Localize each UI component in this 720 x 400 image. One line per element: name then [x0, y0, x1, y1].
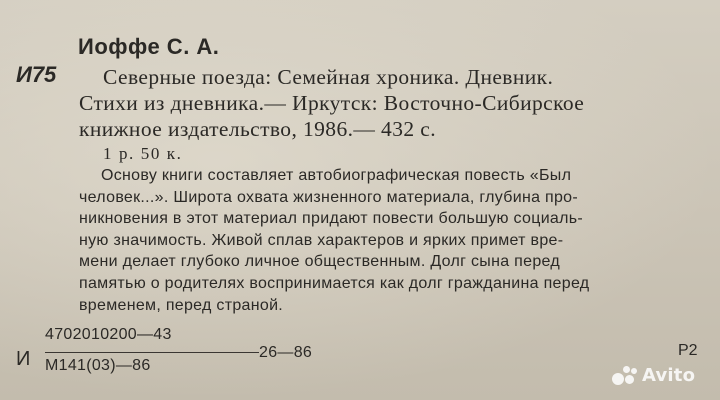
annotation-line: ную значимость. Живой сплав характеров и ярких примет вре- — [79, 231, 564, 249]
fraction-rule — [45, 352, 259, 353]
classification-letter: И — [16, 348, 31, 370]
biblio-line: книжное издательство, 1986.— 432 с. — [79, 117, 436, 141]
avito-watermark — [612, 364, 695, 386]
annotation-line: никновения в этот материал придают повести большую социаль- — [79, 210, 584, 228]
region-code: Р2 — [678, 342, 698, 359]
annotation-line: человек...». Широта охвата жизненного материала, глубина про- — [79, 188, 579, 206]
bibliographic-description — [79, 64, 719, 142]
annotation — [79, 165, 709, 316]
author-name: Иоффе С. А. — [78, 34, 220, 59]
annotation-line: мени делает глубоко личное общественным. Долг сына перед — [79, 253, 561, 271]
annotation-line: временем, перед страной. — [79, 296, 284, 314]
annotation-line: Основу книги составляет автобиографическая повесть «Был — [101, 167, 572, 184]
price: 1 р. 50 к. — [103, 144, 183, 163]
avito-dots-logo-icon — [612, 364, 638, 386]
classification-suffix: 26—86 — [259, 344, 313, 361]
classification-numerator: 4702010200—43 — [45, 326, 172, 343]
biblio-line: Северные поезда: Семейная хроника. Дневник. — [103, 65, 554, 89]
biblio-line: Стихи из дневника.— Иркутск: Восточно-Сибирское — [79, 91, 585, 115]
watermark-text: Avito — [642, 364, 696, 386]
annotation-line: памятью о родителях воспринимается как долг гражданина перед — [79, 274, 590, 292]
index-code: И75 — [16, 62, 57, 87]
classification-denominator: М141(03)—86 — [45, 357, 151, 374]
